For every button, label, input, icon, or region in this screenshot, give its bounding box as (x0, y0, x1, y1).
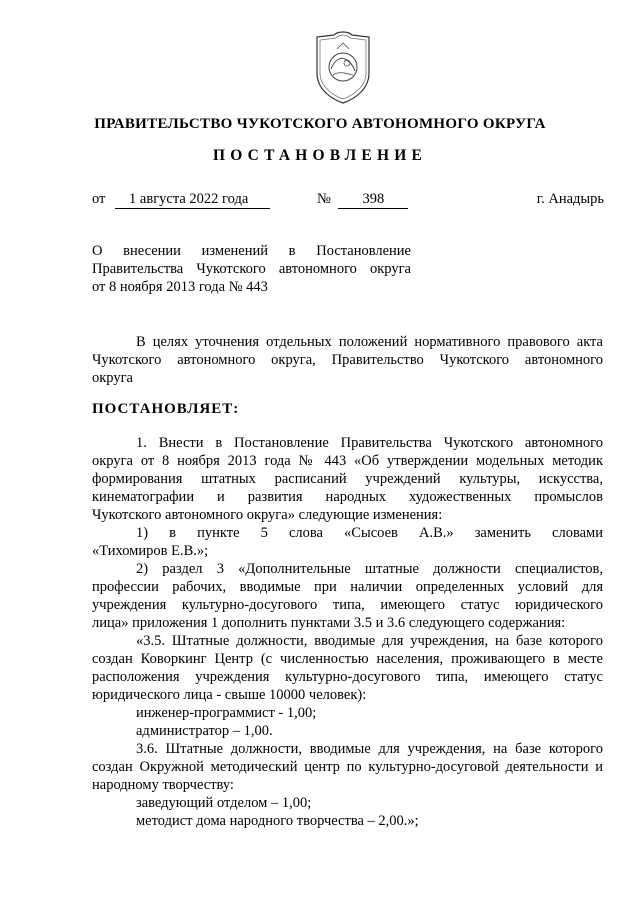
body-line: профессии рабочих, вводимые при наличии определенных условий для (92, 579, 603, 595)
body-line: создан Коворкинг Центр (с численностью населения, проживающего в месте (92, 651, 603, 667)
body-line: расположения учреждения культурно-досугового типа, имеющего статус (92, 669, 603, 685)
city: г. Анадырь (536, 191, 604, 207)
body-line: 3.6. Штатные должности, вводимые для учреждения, на базе которого (136, 741, 603, 757)
body-line: Чукотского автономного округа» следующие изменения: (92, 507, 443, 523)
coat-of-arms-emblem (311, 29, 375, 105)
title-line: Правительства Чукотского автономного округа (92, 261, 411, 277)
title-line: от 8 ноября 2013 года № 443 (92, 279, 268, 295)
body-line: инженер-программист - 1,00; (136, 705, 317, 721)
body-line: создан Окружной методический центр по культурно-досуговой деятельности и (92, 759, 603, 775)
document-date: 1 августа 2022 года (115, 191, 270, 209)
body-line: кинематографии и развития народных художественных промыслов (92, 489, 603, 505)
body-line: округа от 8 ноября 2013 года № 443 «Об утверждении модельных методик (92, 453, 603, 469)
government-name: ПРАВИТЕЛЬСТВО ЧУКОТСКОГО АВТОНОМНОГО ОКРУГА (94, 116, 546, 132)
body-line: учреждения культурно-досугового типа, имеющего статус юридического (92, 597, 603, 613)
body-line: методист дома народного творчества – 2,00.»; (136, 813, 419, 829)
body-line: юридического лица - свыше 10000 человек): (92, 687, 367, 703)
document-type: ПОСТАНОВЛЕНИЕ (212, 147, 428, 164)
date-line (92, 191, 270, 209)
body-line: народному творчеству: (92, 777, 234, 793)
body-line: администратор – 1,00. (136, 723, 273, 739)
preamble-line: В целях уточнения отдельных положений нормативного правового акта (136, 334, 603, 350)
body-line: 1. Внести в Постановление Правительства Чукотского автономного (136, 435, 603, 451)
body-line: формирования штатных расписаний учреждений культуры, искусства, (92, 471, 603, 487)
title-line: О внесении изменений в Постановление (92, 243, 411, 259)
number-line (317, 191, 408, 209)
body-line: лица» приложения 1 дополнить пунктами 3.5 и 3.6 следующего содержания: (92, 615, 566, 631)
body-line: заведующий отделом – 1,00; (136, 795, 312, 811)
body-line: «Тихомиров Е.В.»; (92, 543, 209, 559)
body-line: 2) раздел 3 «Дополнительные штатные должности специалистов, (136, 561, 603, 577)
body-line: «3.5. Штатные должности, вводимые для учреждения, на базе которого (136, 633, 603, 649)
resolves-heading: ПОСТАНОВЛЯЕТ: (92, 401, 240, 417)
body-line: 1) в пункте 5 слова «Сысоев А.В.» заменить словами (136, 525, 603, 541)
preamble-line: округа (92, 370, 133, 386)
number-label: № (317, 191, 331, 207)
document-number: 398 (338, 191, 408, 209)
preamble-line: Чукотского автономного округа, Правительство Чукотского автономного (92, 352, 603, 368)
from-label: от (92, 191, 106, 207)
